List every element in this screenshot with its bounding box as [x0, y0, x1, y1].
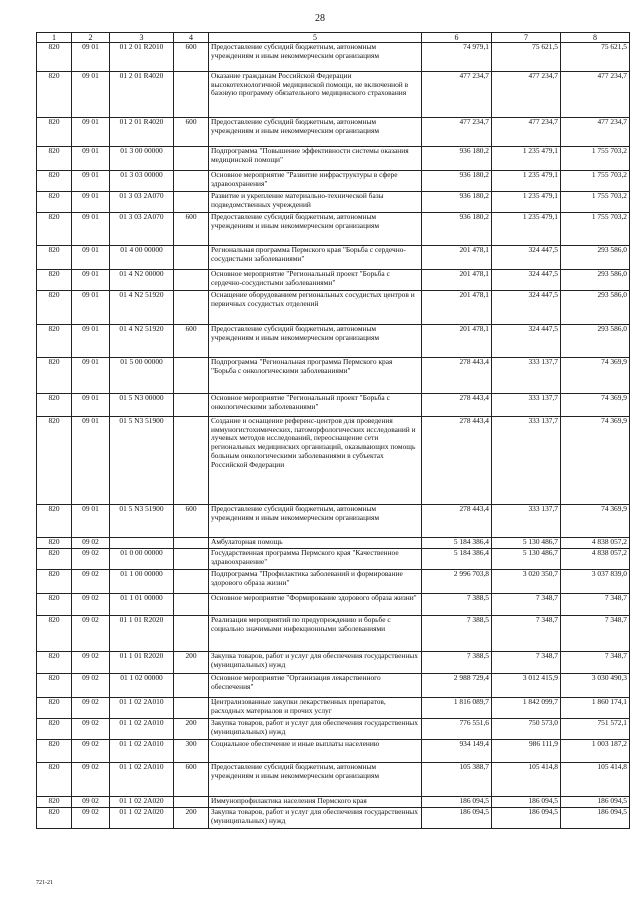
section-code-cell: 09 02 [72, 808, 110, 829]
amount-cell: 5 130 486,7 [492, 549, 561, 570]
table-row [37, 763, 630, 797]
section-code-cell: 09 02 [72, 594, 110, 616]
budget-table [36, 32, 630, 829]
admin-code-cell: 820 [37, 674, 72, 698]
table-row [37, 43, 630, 72]
target-article-cell: 01 5 N3 51900 [110, 417, 174, 505]
description-cell: Закупка товаров, работ и услуг для обеспечения государственных (муниципальных) нужд [209, 808, 422, 829]
amount-cell: 5 184 386,4 [422, 538, 492, 549]
table-row [37, 291, 630, 325]
table-row [37, 740, 630, 763]
expense-type-cell [174, 538, 209, 549]
section-code-cell: 09 02 [72, 652, 110, 674]
table-row [37, 616, 630, 652]
amount-cell: 936 180,2 [422, 192, 492, 213]
admin-code-cell: 820 [37, 797, 72, 808]
expense-type-cell [174, 594, 209, 616]
target-article-cell: 01 2 01 R4020 [110, 118, 174, 147]
amount-cell: 3 037 839,0 [561, 570, 630, 594]
target-article-cell: 01 4 N2 51920 [110, 291, 174, 325]
admin-code-cell: 820 [37, 417, 72, 505]
description-cell: Закупка товаров, работ и услуг для обеспечения государственных (муниципальных) нужд [209, 652, 422, 674]
description-cell: Закупка товаров, работ и услуг для обеспечения государственных (муниципальных) нужд [209, 719, 422, 740]
description-cell: Подпрограмма "Региональная программа Пермского края "Борьба с онкологическими заболеваниями" [209, 358, 422, 394]
amount-cell: 3 012 415,9 [492, 674, 561, 698]
amount-cell: 936 180,2 [422, 171, 492, 192]
target-article-cell: 01 1 01 00000 [110, 594, 174, 616]
table-row [37, 358, 630, 394]
amount-cell: 1 235 479,1 [492, 171, 561, 192]
amount-cell: 1 235 479,1 [492, 147, 561, 171]
description-cell: Оснащение оборудованием региональных сосудистых центров и первичных сосудистых отделений [209, 291, 422, 325]
admin-code-cell: 820 [37, 570, 72, 594]
section-code-cell: 09 01 [72, 147, 110, 171]
amount-cell: 7 388,5 [422, 594, 492, 616]
table-row [37, 118, 630, 147]
amount-cell: 333 137,7 [492, 358, 561, 394]
amount-cell: 201 478,1 [422, 325, 492, 358]
amount-cell: 2 988 729,4 [422, 674, 492, 698]
description-cell: Предоставление субсидий бюджетным, автономным учреждениям и иным некоммерческим организациям [209, 118, 422, 147]
description-cell: Основное мероприятие "Организация лекарственного обеспечения" [209, 674, 422, 698]
column-header: 8 [561, 33, 630, 43]
target-article-cell: 01 1 02 00000 [110, 674, 174, 698]
admin-code-cell: 820 [37, 763, 72, 797]
amount-cell: 477 234,7 [492, 118, 561, 147]
section-code-cell: 09 01 [72, 72, 110, 118]
section-code-cell: 09 02 [72, 538, 110, 549]
expense-type-cell [174, 674, 209, 698]
section-code-cell: 09 01 [72, 394, 110, 417]
section-code-cell: 09 02 [72, 797, 110, 808]
expense-type-cell [174, 270, 209, 291]
description-cell: Иммунопрофилактика населения Пермского края [209, 797, 422, 808]
amount-cell: 5 184 386,4 [422, 549, 492, 570]
amount-cell: 7 388,5 [422, 616, 492, 652]
admin-code-cell: 820 [37, 325, 72, 358]
section-code-cell: 09 01 [72, 192, 110, 213]
target-article-cell: 01 5 N3 51900 [110, 505, 174, 538]
amount-cell: 2 996 703,8 [422, 570, 492, 594]
amount-cell: 278 443,4 [422, 417, 492, 505]
admin-code-cell: 820 [37, 118, 72, 147]
column-header: 6 [422, 33, 492, 43]
column-header: 5 [209, 33, 422, 43]
section-code-cell: 09 01 [72, 171, 110, 192]
admin-code-cell: 820 [37, 192, 72, 213]
target-article-cell: 01 4 N2 51920 [110, 325, 174, 358]
admin-code-cell: 820 [37, 358, 72, 394]
amount-cell: 7 348,7 [492, 594, 561, 616]
amount-cell: 477 234,7 [422, 118, 492, 147]
expense-type-cell [174, 192, 209, 213]
table-row [37, 417, 630, 505]
section-code-cell: 09 01 [72, 118, 110, 147]
table-row [37, 674, 630, 698]
target-article-cell: 01 1 02 2А010 [110, 698, 174, 719]
section-code-cell: 09 02 [72, 674, 110, 698]
amount-cell: 934 149,4 [422, 740, 492, 763]
description-cell: Основное мероприятие "Развитие инфраструктуры в сфере здравоохранения" [209, 171, 422, 192]
amount-cell: 1 860 174,1 [561, 698, 630, 719]
section-code-cell: 09 01 [72, 270, 110, 291]
table-row [37, 270, 630, 291]
expense-type-cell: 600 [174, 505, 209, 538]
section-code-cell: 09 01 [72, 417, 110, 505]
section-code-cell: 09 01 [72, 505, 110, 538]
expense-type-cell [174, 358, 209, 394]
amount-cell: 3 030 490,3 [561, 674, 630, 698]
amount-cell: 74 369,9 [561, 417, 630, 505]
amount-cell: 1 235 479,1 [492, 192, 561, 213]
target-article-cell: 01 3 03 2А070 [110, 213, 174, 246]
description-cell: Реализация мероприятий по предупреждению и борьбе с социально значимыми инфекционными заболеваниями [209, 616, 422, 652]
admin-code-cell: 820 [37, 698, 72, 719]
column-header: 7 [492, 33, 561, 43]
amount-cell: 333 137,7 [492, 505, 561, 538]
amount-cell: 1 755 703,2 [561, 147, 630, 171]
target-article-cell: 01 5 N3 00000 [110, 394, 174, 417]
section-code-cell: 09 02 [72, 570, 110, 594]
target-article-cell: 01 1 02 2А010 [110, 719, 174, 740]
amount-cell: 293 586,0 [561, 270, 630, 291]
description-cell: Государственная программа Пермского края "Качественное здравоохранение" [209, 549, 422, 570]
target-article-cell: 01 1 02 2А010 [110, 763, 174, 797]
table-row [37, 72, 630, 118]
expense-type-cell: 300 [174, 740, 209, 763]
description-cell: Основное мероприятие "Региональный проект "Борьба с онкологическими заболеваниями" [209, 394, 422, 417]
amount-cell: 293 586,0 [561, 291, 630, 325]
amount-cell: 324 447,5 [492, 325, 561, 358]
expense-type-cell: 600 [174, 118, 209, 147]
amount-cell: 986 111,9 [492, 740, 561, 763]
target-article-cell: 01 5 00 00000 [110, 358, 174, 394]
section-code-cell: 09 02 [72, 698, 110, 719]
expense-type-cell: 600 [174, 325, 209, 358]
amount-cell: 278 443,4 [422, 505, 492, 538]
amount-cell: 4 838 057,2 [561, 538, 630, 549]
expense-type-cell: 200 [174, 719, 209, 740]
target-article-cell: 01 1 02 2А010 [110, 740, 174, 763]
amount-cell: 7 348,7 [561, 594, 630, 616]
expense-type-cell [174, 171, 209, 192]
expense-type-cell [174, 570, 209, 594]
table-row [37, 570, 630, 594]
amount-cell: 4 838 057,2 [561, 549, 630, 570]
amount-cell: 278 443,4 [422, 358, 492, 394]
amount-cell: 278 443,4 [422, 394, 492, 417]
amount-cell: 5 130 486,7 [492, 538, 561, 549]
amount-cell: 324 447,5 [492, 270, 561, 291]
amount-cell: 105 388,7 [422, 763, 492, 797]
target-article-cell: 01 0 00 00000 [110, 549, 174, 570]
expense-type-cell [174, 291, 209, 325]
description-cell: Предоставление субсидий бюджетным, автономным учреждениям и иным некоммерческим организациям [209, 505, 422, 538]
expense-type-cell [174, 549, 209, 570]
amount-cell: 1 755 703,2 [561, 213, 630, 246]
description-cell: Предоставление субсидий бюджетным, автономным учреждениям и иным некоммерческим организациям [209, 43, 422, 72]
section-code-cell: 09 01 [72, 325, 110, 358]
table-row [37, 192, 630, 213]
amount-cell: 1 842 099,7 [492, 698, 561, 719]
admin-code-cell: 820 [37, 594, 72, 616]
amount-cell: 186 094,5 [492, 808, 561, 829]
section-code-cell: 09 02 [72, 719, 110, 740]
admin-code-cell: 820 [37, 43, 72, 72]
section-code-cell: 09 02 [72, 763, 110, 797]
table-row [37, 538, 630, 549]
amount-cell: 201 478,1 [422, 291, 492, 325]
table-row [37, 325, 630, 358]
table-row [37, 171, 630, 192]
expense-type-cell [174, 417, 209, 505]
admin-code-cell: 820 [37, 394, 72, 417]
amount-cell: 74 369,9 [561, 505, 630, 538]
description-cell: Предоставление субсидий бюджетным, автономным учреждениям и иным некоммерческим организациям [209, 325, 422, 358]
expense-type-cell [174, 616, 209, 652]
target-article-cell: 01 1 02 2А020 [110, 808, 174, 829]
description-cell: Создание и оснащение референс-центров для проведения иммуногистохимических, патоморфологических исследований и лучевых методов исследований, переоснащение сети региональных медицинских организаций, оказывающих помощь больным онкологическими заболеваниями в субъектах Российской Федерации [209, 417, 422, 505]
admin-code-cell: 820 [37, 740, 72, 763]
admin-code-cell: 820 [37, 213, 72, 246]
amount-cell: 1 003 187,2 [561, 740, 630, 763]
amount-cell: 477 234,7 [561, 118, 630, 147]
table-row [37, 652, 630, 674]
amount-cell: 477 234,7 [422, 72, 492, 118]
amount-cell: 333 137,7 [492, 394, 561, 417]
amount-cell: 105 414,8 [561, 763, 630, 797]
amount-cell: 1 816 089,7 [422, 698, 492, 719]
table-body [37, 43, 630, 829]
description-cell: Предоставление субсидий бюджетным, автономным учреждениям и иным некоммерческим организациям [209, 213, 422, 246]
column-header: 1 [37, 33, 72, 43]
amount-cell: 74 979,1 [422, 43, 492, 72]
amount-cell: 201 478,1 [422, 246, 492, 270]
section-code-cell: 09 01 [72, 246, 110, 270]
amount-cell: 477 234,7 [561, 72, 630, 118]
admin-code-cell: 820 [37, 147, 72, 171]
amount-cell: 1 755 703,2 [561, 192, 630, 213]
description-cell: Региональная программа Пермского края "Борьба с сердечно-сосудистыми заболеваниями" [209, 246, 422, 270]
target-article-cell: 01 1 01 R2020 [110, 616, 174, 652]
amount-cell: 3 020 350,7 [492, 570, 561, 594]
amount-cell: 74 369,9 [561, 358, 630, 394]
amount-cell: 186 094,5 [422, 797, 492, 808]
amount-cell: 333 137,7 [492, 417, 561, 505]
amount-cell: 936 180,2 [422, 147, 492, 171]
admin-code-cell: 820 [37, 72, 72, 118]
target-article-cell: 01 1 01 R2020 [110, 652, 174, 674]
section-code-cell: 09 01 [72, 43, 110, 72]
expense-type-cell: 600 [174, 43, 209, 72]
amount-cell: 186 094,5 [492, 797, 561, 808]
amount-cell: 186 094,5 [422, 808, 492, 829]
expense-type-cell [174, 698, 209, 719]
amount-cell: 75 621,5 [561, 43, 630, 72]
table-row [37, 213, 630, 246]
amount-cell: 186 094,5 [561, 797, 630, 808]
table-row [37, 505, 630, 538]
expense-type-cell [174, 246, 209, 270]
description-cell: Подпрограмма "Профилактика заболеваний и формирование здорового образа жизни" [209, 570, 422, 594]
admin-code-cell: 820 [37, 719, 72, 740]
amount-cell: 7 388,5 [422, 652, 492, 674]
table-row [37, 394, 630, 417]
description-cell: Предоставление субсидий бюджетным, автономным учреждениям и иным некоммерческим организациям [209, 763, 422, 797]
amount-cell: 1 755 703,2 [561, 171, 630, 192]
amount-cell: 201 478,1 [422, 270, 492, 291]
table-row [37, 808, 630, 829]
amount-cell: 293 586,0 [561, 325, 630, 358]
footer-code: 721-21 [36, 880, 53, 886]
table-row [37, 797, 630, 808]
description-cell: Основное мероприятие "Региональный проект "Борьба с сердечно-сосудистыми заболеваниями" [209, 270, 422, 291]
description-cell: Развитие и укрепление материально-технической базы подведомственных учреждений [209, 192, 422, 213]
expense-type-cell: 600 [174, 763, 209, 797]
section-code-cell: 09 02 [72, 616, 110, 652]
target-article-cell: 01 4 00 00000 [110, 246, 174, 270]
target-article-cell: 01 3 00 00000 [110, 147, 174, 171]
admin-code-cell: 820 [37, 808, 72, 829]
amount-cell: 751 572,1 [561, 719, 630, 740]
column-header: 4 [174, 33, 209, 43]
amount-cell: 776 551,6 [422, 719, 492, 740]
expense-type-cell [174, 72, 209, 118]
admin-code-cell: 820 [37, 538, 72, 549]
amount-cell: 477 234,7 [492, 72, 561, 118]
target-article-cell: 01 3 03 00000 [110, 171, 174, 192]
table-header-row [37, 33, 630, 43]
description-cell: Централизованные закупки лекарственных препаратов, расходных материалов и прочих услуг [209, 698, 422, 719]
amount-cell: 324 447,5 [492, 291, 561, 325]
amount-cell: 324 447,5 [492, 246, 561, 270]
section-code-cell: 09 01 [72, 358, 110, 394]
page-number: 28 [315, 13, 325, 24]
amount-cell: 293 586,0 [561, 246, 630, 270]
table-row [37, 549, 630, 570]
column-header: 3 [110, 33, 174, 43]
target-article-cell: 01 4 N2 00000 [110, 270, 174, 291]
admin-code-cell: 820 [37, 171, 72, 192]
table-row [37, 147, 630, 171]
amount-cell: 7 348,7 [492, 652, 561, 674]
target-article-cell: 01 1 02 2А020 [110, 797, 174, 808]
expense-type-cell [174, 147, 209, 171]
table-row [37, 719, 630, 740]
target-article-cell [110, 538, 174, 549]
expense-type-cell: 200 [174, 652, 209, 674]
table-row [37, 698, 630, 719]
admin-code-cell: 820 [37, 270, 72, 291]
amount-cell: 75 621,5 [492, 43, 561, 72]
target-article-cell: 01 2 01 R2010 [110, 43, 174, 72]
admin-code-cell: 820 [37, 549, 72, 570]
amount-cell: 750 573,0 [492, 719, 561, 740]
section-code-cell: 09 01 [72, 291, 110, 325]
column-header: 2 [72, 33, 110, 43]
admin-code-cell: 820 [37, 291, 72, 325]
admin-code-cell: 820 [37, 246, 72, 270]
description-cell: Основное мероприятие "Формирование здорового образа жизни" [209, 594, 422, 616]
table-row [37, 246, 630, 270]
target-article-cell: 01 3 03 2А070 [110, 192, 174, 213]
amount-cell: 105 414,8 [492, 763, 561, 797]
admin-code-cell: 820 [37, 652, 72, 674]
amount-cell: 1 235 479,1 [492, 213, 561, 246]
expense-type-cell: 200 [174, 808, 209, 829]
section-code-cell: 09 01 [72, 213, 110, 246]
admin-code-cell: 820 [37, 505, 72, 538]
amount-cell: 7 348,7 [492, 616, 561, 652]
description-cell: Амбулаторная помощь [209, 538, 422, 549]
expense-type-cell [174, 394, 209, 417]
amount-cell: 74 369,9 [561, 394, 630, 417]
section-code-cell: 09 02 [72, 740, 110, 763]
expense-type-cell: 600 [174, 213, 209, 246]
amount-cell: 936 180,2 [422, 213, 492, 246]
target-article-cell: 01 2 01 R4020 [110, 72, 174, 118]
section-code-cell: 09 02 [72, 549, 110, 570]
description-cell: Подпрограмма "Повышение эффективности системы оказания медицинской помощи" [209, 147, 422, 171]
amount-cell: 7 348,7 [561, 652, 630, 674]
expense-type-cell [174, 797, 209, 808]
description-cell: Оказание гражданам Российской Федерации высокотехнологичной медицинской помощи, не включенной в базовую программу обязательного медицинского страхования [209, 72, 422, 118]
target-article-cell: 01 1 00 00000 [110, 570, 174, 594]
amount-cell: 7 348,7 [561, 616, 630, 652]
description-cell: Социальное обеспечение и иные выплаты населению [209, 740, 422, 763]
admin-code-cell: 820 [37, 616, 72, 652]
table-row [37, 594, 630, 616]
amount-cell: 186 094,5 [561, 808, 630, 829]
